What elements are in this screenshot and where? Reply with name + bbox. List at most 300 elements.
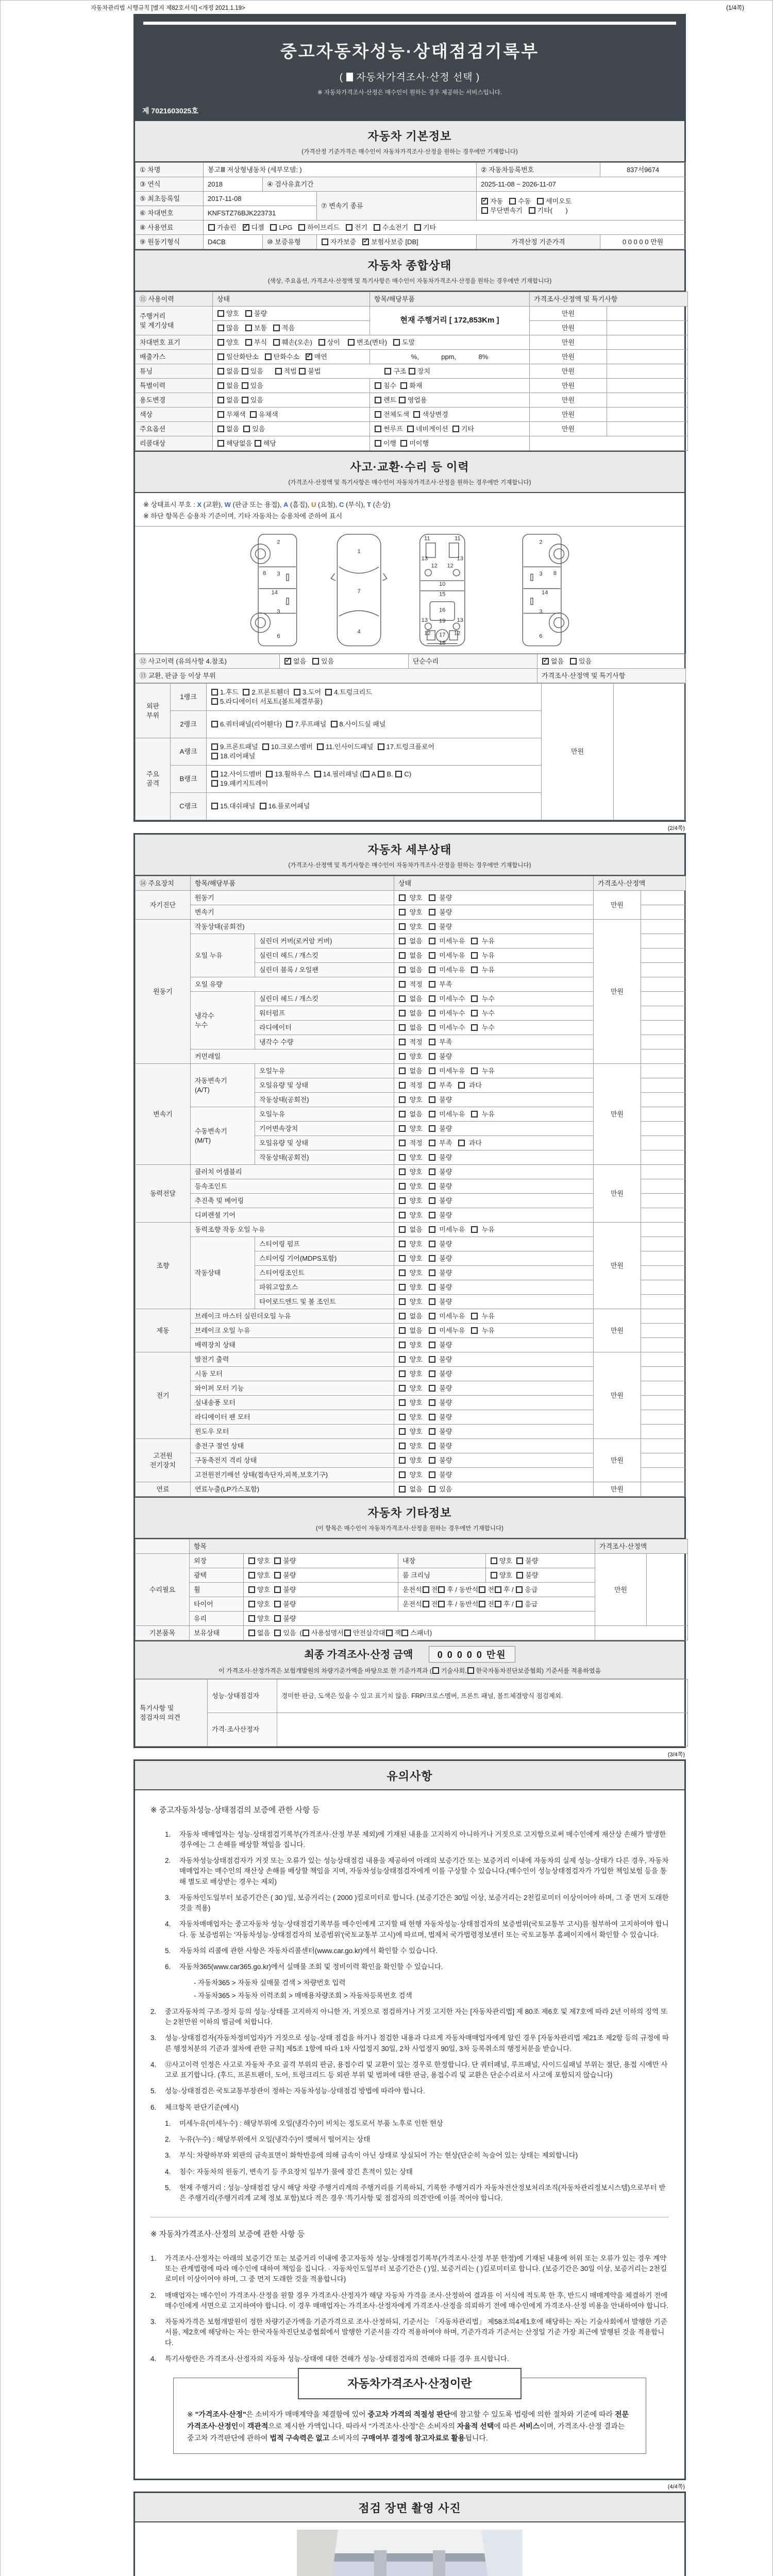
checkbox-icon xyxy=(399,1125,406,1132)
checkbox-icon xyxy=(429,1024,435,1031)
table-cell: 주행거리 및 계기상태 xyxy=(136,307,213,335)
table-cell xyxy=(641,1136,686,1150)
table-cell: 침수 화재 xyxy=(370,379,530,393)
etc-info-table xyxy=(135,1539,684,1640)
table-cell: ⑪ 사용이력 xyxy=(136,292,213,307)
checkbox-icon xyxy=(429,1356,435,1363)
table-cell: KNFSTZ76BJK223731 xyxy=(204,206,317,221)
panel-number-label: 8 xyxy=(262,570,266,577)
table-cell: 양호 불량 xyxy=(394,1150,594,1165)
table-cell: 만원 xyxy=(542,684,614,820)
checkbox-icon xyxy=(399,1414,406,1420)
panel-number-label: 4 xyxy=(357,629,361,635)
table-cell: ⑫ 사고이력 (유의사항 4.참조) xyxy=(136,654,280,669)
panel-number-label: 12 xyxy=(431,563,438,569)
detail-state-table xyxy=(135,876,684,1497)
table-cell: 워터펌프 xyxy=(255,1006,394,1021)
table-cell: 수리필요 xyxy=(136,1554,190,1626)
checkbox-icon xyxy=(429,1010,435,1016)
checkbox-icon xyxy=(407,426,414,432)
checkbox-icon xyxy=(516,1601,523,1607)
table-cell xyxy=(641,1107,686,1122)
checkbox-icon xyxy=(429,1269,435,1276)
checkbox-icon xyxy=(429,1226,435,1233)
table-cell: 원동기 xyxy=(136,920,191,1064)
checkbox-icon xyxy=(471,967,478,973)
checkbox-icon xyxy=(399,1342,406,1348)
table-cell: 와이퍼 모터 기능 xyxy=(191,1381,394,1396)
table-cell: 없음 미세누수 누수 xyxy=(394,1021,594,1035)
checkbox-icon xyxy=(399,894,406,901)
table-cell: 연료누출(LP가스포함) xyxy=(191,1482,394,1497)
table-cell: 자가보증 ✓보험사보증 [DB] xyxy=(317,235,477,249)
final-price-label: 최종 가격조사·산정 금액 xyxy=(304,1649,413,1660)
table-cell xyxy=(607,321,688,335)
table-cell xyxy=(607,408,688,422)
checkbox-icon xyxy=(471,1024,478,1031)
checkbox-icon xyxy=(399,1471,406,1478)
panel-number-label: 10 xyxy=(439,581,446,587)
table-cell: 커먼레일 xyxy=(191,1049,394,1064)
table-cell: 적정 부족 과다 xyxy=(394,1136,594,1150)
table-cell: 연료 xyxy=(136,1482,191,1497)
checkbox-icon xyxy=(274,1572,281,1579)
table-cell: 만원 xyxy=(530,393,607,408)
checkbox-icon xyxy=(516,1586,523,1593)
table-cell: 오일유량 및 상태 xyxy=(255,1078,394,1093)
section-overall-header: 자동차 종합상태 (색상, 주요옵션, 가격조사·산정액 및 특기사항은 매수인이 자동차가격조사·산정을 원하는 경우에만 기재합니다) xyxy=(135,249,684,292)
title-header xyxy=(135,15,684,121)
panel-number-label: 3 xyxy=(539,608,543,615)
table-cell: 양호 불량 xyxy=(394,1295,594,1309)
header-divider xyxy=(143,22,676,25)
table-cell: ✓ 없음 있음 xyxy=(280,654,409,669)
table-cell: 양호 불량 xyxy=(394,1208,594,1223)
table-cell xyxy=(641,1078,686,1093)
checkbox-icon xyxy=(375,440,381,447)
document-title: 중고자동차성능·상태점검기록부 xyxy=(280,42,540,61)
price-definition-title: 자동차가격조사·산정이란 xyxy=(298,2368,522,2399)
table-cell: ⑩ 보증유형 xyxy=(263,235,317,249)
table-cell: 충전구 절연 상태 xyxy=(191,1439,394,1453)
table-cell: 양호 부식 훼손(오손) 상이 변조(변타) 도말 xyxy=(213,335,530,350)
panel-number-label: 2 xyxy=(539,539,543,546)
checkbox-icon xyxy=(344,1630,351,1636)
checkbox-icon xyxy=(318,339,325,346)
table-cell: ⑨ 원동기형식 xyxy=(136,235,204,249)
checkbox-icon xyxy=(208,224,215,231)
checkbox-icon xyxy=(312,658,319,665)
table-cell xyxy=(641,963,686,977)
checkbox-icon xyxy=(378,743,384,750)
table-cell xyxy=(530,436,688,451)
table-cell: 만원 xyxy=(594,1064,641,1165)
table-cell: 1.후드 2.프론트휀더 3.도어 4.트렁크리드 5.라디에이터 서포트(볼트체결부품) xyxy=(207,684,542,711)
table-cell: 봉고Ⅲ 저상형냉동차 (세부모델: ) xyxy=(204,163,477,177)
table-cell xyxy=(277,1713,688,1747)
checkbox-icon xyxy=(429,1154,435,1161)
table-cell: 해당없음 해당 xyxy=(213,436,370,451)
notice-item: 2. 자동차성능상태점검자가 거짓 또는 오류가 있는 성능상태점검 내용을 제공하여 아래의 보증기간 또는 보증거리 이내에 자동차의 실제 성능·상태가 다른 경우, 자동차매매업자는 매수인의 재산상 손해를 배상할 책임을 지며, 자동차성능상태점검자에게 이를 구상할 수 있습니다.(매수인이 성능상태점검자가 가입한 책임보험 등을 통해 별도로 배상받는 경우는 제외) xyxy=(165,1857,669,1886)
checkbox-icon xyxy=(400,382,407,389)
checkbox-icon xyxy=(399,1111,406,1117)
table-cell: 변속기 xyxy=(136,1064,191,1165)
table-cell xyxy=(641,1410,686,1425)
checkbox-icon xyxy=(393,339,400,346)
table-cell: 없음 미세누유 누유 xyxy=(394,948,594,963)
notice-item: 1. 미세누유(미세누수) : 해당부위에 오일(냉각수)이 비치는 정도로서 부품 노후로 인한 현상 xyxy=(165,2119,443,2127)
page-number-4: (4/4쪽) xyxy=(667,2484,685,2490)
table-cell: ⑧ 사용연료 xyxy=(136,221,204,235)
panel-number-label: 11 xyxy=(454,535,461,542)
table-cell: 브레이크 마스터 실린더오일 누유 xyxy=(191,1309,394,1324)
table-cell: 배력장치 상태 xyxy=(191,1338,394,1352)
table-cell: 작동상태(공회전) xyxy=(191,920,394,934)
table-cell: 2018 xyxy=(204,177,263,192)
checkbox-icon xyxy=(399,1399,406,1406)
checkbox-icon xyxy=(429,1342,435,1348)
checkbox-checked-icon xyxy=(284,658,291,665)
notice-item: 2. 누유(누수) : 해당부위에서 오일(냉각수)이 맺혀서 떨어지는 상태 xyxy=(165,2136,371,2143)
table-cell xyxy=(641,1150,686,1165)
section-photo-header: 점검 장면 촬영 사진 xyxy=(135,2493,684,2522)
table-cell: 양호 불량 xyxy=(486,1568,595,1583)
checkbox-checked-icon xyxy=(243,224,249,231)
page-number-2: (2/4쪽) xyxy=(667,825,685,832)
table-cell xyxy=(136,1539,190,1554)
notice-item: - 자동차365 > 자동차 실매물 검색 > 차량번호 입력 xyxy=(194,1979,346,1987)
section-accident-header: 사고·교환·수리 등 이력 (가격조사·산정액 및 특기사항은 매수인이 자동차가격조사·산정을 원하는 경우에만 기재합니다) xyxy=(135,451,684,493)
checkbox-icon xyxy=(266,771,273,777)
table-cell: 등속조인트 xyxy=(191,1179,394,1194)
checkbox-icon xyxy=(262,743,269,750)
table-cell: 현재 주행거리 [ 172,853Km ] xyxy=(370,307,530,335)
table-cell xyxy=(641,1266,686,1280)
checkbox-icon xyxy=(471,1010,478,1016)
checkbox-icon xyxy=(217,426,224,432)
notice-item: 5. 현재 주행거리 : 성능·상태점검 당시 해당 차량 주행거리계의 주행거리를 기록하되, 기록한 주행거리가 자동차전산정보처리조직(자동차관리정보시스템)으로부터 받은 주행거리(주행거리계 교체 정보 포함)보다 적은 경우 '특기사항 및 점검자의 의견'란에 이를 적어야 합니다. xyxy=(165,2183,666,2202)
checkbox-icon xyxy=(248,1601,255,1607)
state-symbol-legend xyxy=(135,493,684,527)
table-cell: 양호 불량 xyxy=(244,1583,398,1597)
table-cell: 없음 있음 ( 사용설명서 안전삼각대 잭 스패너) xyxy=(244,1626,595,1640)
table-cell: 실린더 블록 / 오일팬 xyxy=(255,963,394,977)
filled-checkbox-icon xyxy=(346,73,353,81)
table-cell: 만원 xyxy=(594,1482,641,1497)
table-cell: 양호 불량 xyxy=(394,1453,594,1468)
panel-number-label: 14 xyxy=(271,589,278,596)
notice-item: 5. 자동차의 리콜에 관한 사항은 자동차리콜센터(www.car.go.kr)에서 확인할 수 있습니다. xyxy=(165,1946,438,1955)
table-cell: 양호 불량 xyxy=(394,1251,594,1266)
checkbox-icon xyxy=(248,1615,255,1622)
checkbox-icon xyxy=(471,1313,478,1319)
checkbox-icon xyxy=(399,995,406,1002)
checkbox-icon xyxy=(274,1630,281,1636)
checkbox-icon xyxy=(399,923,406,930)
table-cell: 기어변속장치 xyxy=(255,1122,394,1136)
table-cell: 없음 있음 xyxy=(213,379,370,393)
checkbox-icon xyxy=(217,440,224,447)
table-cell: 실내송풍 모터 xyxy=(191,1396,394,1410)
panel-number-label: 2 xyxy=(277,539,280,546)
table-cell: 운전석 전 후 / 동반석 전 후 / 응급 xyxy=(398,1583,595,1597)
checkbox-icon xyxy=(399,1183,406,1190)
checkbox-icon xyxy=(452,426,459,432)
table-cell: 타이로드엔드 및 볼 조인트 xyxy=(255,1295,394,1309)
checkbox-icon xyxy=(248,1557,255,1564)
notice-item: 4. 자동차매매업자는 중고자동차 성능·상태점검기록부를 매수인에게 고지할 때 현행 자동차성능·상태점검자의 보증범위(국토교통부 고시)를 첨부하여 고지하여야 합니다. 동 보증범위는 '자동차성능·상태점검자의 보증범위'(국토교통부 고시)에 따르며, 법제처 국가법령정보센터 또는 국토교통부 홈페이지에서 확인할 수 있습니다. xyxy=(165,1920,669,1939)
checkbox-icon xyxy=(429,1284,435,1291)
checkbox-icon xyxy=(348,339,355,346)
checkbox-icon xyxy=(399,1053,406,1060)
table-cell xyxy=(607,307,688,321)
checkbox-icon xyxy=(299,368,306,375)
table-cell: 외장 xyxy=(190,1554,244,1568)
notice-body xyxy=(135,1790,684,2479)
checkbox-icon xyxy=(211,753,218,759)
table-cell: 라디에이터 xyxy=(255,1021,394,1035)
checkbox-icon xyxy=(399,1140,406,1146)
symbol-legend-line: ※ 상태표시 부호 : X (교환), W (판금 또는 용접), A (흠집), U (요철), C (부식), T (손상) xyxy=(143,501,391,509)
checkbox-icon xyxy=(529,207,535,214)
notice-item: 3. 자동차인도일부터 보증기간은 ( 30 )일, 보증거리는 ( 2000 )킬로미터로 합니다. (보증기간은 30일 이상, 보증거리는 2천킬로미터 이상이어야 하며, 그 중 먼저 도래한 것을 적용) xyxy=(165,1893,669,1912)
table-cell: 실린더 헤드 / 개스킷 xyxy=(255,948,394,963)
panel-number-label: 8 xyxy=(553,570,557,577)
table-cell: 타이어 xyxy=(190,1597,244,1612)
table-cell: 없음 미세누유 누유 xyxy=(394,1107,594,1122)
final-price-note: 이 가격조사·산정가격은 보험개발원의 차량기준가액을 바탕으로 한 기준가격과 ( 기술사회, 한국자동차진단보증협회) 기준서를 적용하였음 xyxy=(218,1667,601,1674)
checkbox-icon xyxy=(265,353,272,360)
table-cell: 튜닝 xyxy=(136,364,213,379)
table-cell: ⑤ 최초등록일 xyxy=(136,192,204,206)
checkbox-icon xyxy=(429,1327,435,1334)
checkbox-icon xyxy=(401,1630,408,1636)
checkbox-icon xyxy=(211,689,218,696)
table-cell: 조향 xyxy=(136,1223,191,1309)
table-cell: 양호 불량 xyxy=(394,1425,594,1439)
table-cell: 적정 부족 xyxy=(394,1035,594,1049)
table-cell: 자기진단 xyxy=(136,891,191,920)
checkbox-icon xyxy=(481,207,488,214)
checkbox-icon xyxy=(429,1183,435,1190)
checkbox-icon xyxy=(495,1601,501,1607)
table-cell: 오일누유 xyxy=(255,1064,394,1078)
checkbox-icon xyxy=(399,1457,406,1464)
table-cell xyxy=(641,977,686,992)
table-cell xyxy=(607,335,688,350)
table-cell xyxy=(641,905,686,920)
panel-number-label: 3 xyxy=(277,608,280,615)
table-cell: 자동변속기 (A/T) xyxy=(191,1064,255,1107)
table-cell: ③ 연식 xyxy=(136,177,204,192)
checkbox-icon xyxy=(432,1667,439,1674)
checkbox-icon xyxy=(242,397,248,403)
checkbox-checked-icon xyxy=(481,198,488,205)
notice-subheading-2: ※ 자동차가격조사·산정의 보증에 관한 사항 등 xyxy=(150,2217,669,2248)
table-cell: 경미한 판금, 도색은 있을 수 있고 표기치 않음. FRP/크로스멤버, 프론트 패널, 볼트체결방식 점검제외. xyxy=(277,1680,688,1713)
inspection-photo-area xyxy=(135,2522,684,2576)
checkbox-icon xyxy=(374,224,380,231)
table-cell: 양호 불량 xyxy=(244,1568,398,1583)
table-cell: 파워고압호스 xyxy=(255,1280,394,1295)
checkbox-icon xyxy=(399,1039,406,1045)
panel-number-label: 19 xyxy=(439,618,446,624)
table-cell: ④ 검사유효기간 xyxy=(263,177,477,192)
table-cell: 특별이력 xyxy=(136,379,213,393)
table-cell: 구동축전지 격리 상태 xyxy=(191,1453,394,1468)
checkbox-icon xyxy=(423,1586,429,1593)
checkbox-icon xyxy=(363,771,369,777)
checkbox-icon xyxy=(429,1457,435,1464)
table-cell: 2025-11-08 ~ 2026-11-07 xyxy=(477,177,686,192)
table-cell: 스티어링 기어(MDPS포함) xyxy=(255,1251,394,1266)
table-cell: 양호 불량 xyxy=(394,1093,594,1107)
section-detail-header: 자동차 세부상태 (가격조사·산정액 및 특기사항은 매수인이 자동차가격조사·산정을 원하는 경우에만 기재합니다) xyxy=(135,835,684,876)
checkbox-icon xyxy=(429,1298,435,1305)
table-cell: 용도변경 xyxy=(136,393,213,408)
table-cell: 양호 불량 xyxy=(394,905,594,920)
table-cell: 이행 미이행 xyxy=(370,436,530,451)
checkbox-icon xyxy=(413,411,420,418)
table-cell xyxy=(641,1425,686,1439)
checkbox-icon xyxy=(399,1024,406,1031)
checkbox-icon xyxy=(429,981,435,988)
table-cell: ⑥ 차대번호 xyxy=(136,206,204,221)
table-cell: 휠 xyxy=(190,1583,244,1597)
table-cell: 많음 보통 적음 xyxy=(213,321,370,335)
checkbox-icon xyxy=(429,1140,435,1146)
table-cell: 없음 미세누유 누유 xyxy=(394,1324,594,1338)
checkbox-icon xyxy=(429,1443,435,1449)
table-cell: 만원 xyxy=(530,335,607,350)
table-cell xyxy=(641,920,686,934)
table-cell xyxy=(641,1093,686,1107)
table-cell: 스티어링조인트 xyxy=(255,1266,394,1280)
notice-list-2 xyxy=(150,2253,669,2364)
checkbox-icon xyxy=(211,743,218,750)
table-cell: 브레이크 오일 누유 xyxy=(191,1324,394,1338)
table-cell: 색상 xyxy=(136,408,213,422)
table-cell: ✓ 없음 있음 xyxy=(537,654,686,669)
table-cell xyxy=(607,379,688,393)
table-cell xyxy=(614,684,686,820)
notice-item: 4. 특기사항란은 가격조사·산정자의 자동차 성능·상태에 대한 견해가 성능·상태점검자의 견해와 다를 경우 표시합니다. xyxy=(150,2354,509,2363)
table-cell: 양호 불량 xyxy=(394,891,594,905)
table-cell xyxy=(607,350,688,364)
table-cell xyxy=(641,1064,686,1078)
checkbox-icon xyxy=(399,1385,406,1392)
checkbox-icon xyxy=(399,1428,406,1435)
table-cell xyxy=(647,1554,688,1626)
checkbox-icon xyxy=(399,1154,406,1161)
table-cell: 라디에이터 팬 모터 xyxy=(191,1410,394,1425)
checkbox-icon xyxy=(399,1010,406,1016)
table-cell xyxy=(641,1122,686,1136)
section-notice-header: 유의사항 xyxy=(135,1761,684,1790)
notice-list-1 xyxy=(150,1829,669,2204)
checkbox-icon xyxy=(211,721,218,727)
table-cell xyxy=(641,1453,686,1468)
table-cell: 스티어링 펌프 xyxy=(255,1237,394,1251)
table-cell: 만원 xyxy=(530,350,607,364)
checkbox-checked-icon xyxy=(542,658,549,665)
notice-item: 3. 성능·상태점검자(자동차정비업자)가 거짓으로 성능·상태 점검을 하거나 점검한 내용과 다르게 자동차매매업자에게 알린 경우 [자동차관리법 제21조 제2항 등의 규정에 따른 행정처분의 기준과 절차에 관한 규칙] 제5조 1항에 따라 1차 사업정지 30일, 2차 사업정지 90일, 3차 등록취소의 행정처분을 받습니다. xyxy=(150,2034,669,2053)
checkbox-icon xyxy=(429,1414,435,1420)
checkbox-icon xyxy=(211,803,218,809)
page-number-3: (3/4쪽) xyxy=(667,1752,685,1758)
table-cell: 디퍼렌셜 기어 xyxy=(191,1208,394,1223)
table-cell: 오일누유 xyxy=(255,1107,394,1122)
table-cell: 만원 xyxy=(530,307,607,321)
table-cell xyxy=(641,1194,686,1208)
table-cell: 만원 xyxy=(594,1223,641,1309)
table-cell xyxy=(641,891,686,905)
table-cell: 양호 불량 xyxy=(394,920,594,934)
checkbox-icon xyxy=(399,1284,406,1291)
checkbox-icon xyxy=(248,1572,255,1579)
table-cell xyxy=(641,1208,686,1223)
vehicle-diagram xyxy=(135,527,684,654)
checkbox-icon xyxy=(211,780,218,787)
checkbox-icon xyxy=(429,1255,435,1262)
checkbox-icon xyxy=(471,1111,478,1117)
price-definition-text: ※ "가격조사·산정"은 소비자가 매매계약을 체결함에 있어 중고차 가격의 적절성 판단에 참고할 수 있도록 법령에 의한 절차와 기준에 따라 전문 가격조사·산정인이 객관적으로 제시한 가액입니다. 따라서 "가격조사·산정"은 소비자의 자율적 선택에 따른 서비스이며, 가격조사·산정 결과는 중고차 가격판단에 관하여 법적 구속력은 없고 소비자의 구매여부 결정에 참고자료로 활용됩니다. xyxy=(187,2410,629,2443)
checkbox-icon xyxy=(294,689,300,696)
checkbox-icon xyxy=(274,1586,281,1593)
table-cell: 항목 xyxy=(190,1539,595,1554)
panel-number-label: 14 xyxy=(541,589,548,596)
checkbox-icon xyxy=(399,909,406,916)
checkbox-icon xyxy=(429,1082,435,1089)
table-cell: 상태 xyxy=(394,876,594,891)
table-cell xyxy=(641,1396,686,1410)
inspection-photo-column xyxy=(297,2530,523,2576)
checkbox-icon xyxy=(429,938,435,944)
table-cell: 12.사이드멤버 13.휠하우스 14.필러패널 ( A B. C) 19.패키지트레이 xyxy=(207,766,542,793)
table-cell: 2랭크 xyxy=(171,711,207,738)
table-cell: 변속기 xyxy=(191,905,394,920)
table-cell xyxy=(607,393,688,408)
checkbox-icon xyxy=(211,771,218,777)
panel-number-label: 12 xyxy=(424,630,431,637)
checkbox-icon xyxy=(399,1486,406,1493)
table-cell: 기본품목 xyxy=(136,1626,190,1640)
table-cell xyxy=(641,1439,686,1453)
page-1 xyxy=(133,14,686,822)
table-cell: 클러치 어셈블리 xyxy=(191,1165,394,1179)
table-cell: 양호 불량 xyxy=(394,1352,594,1367)
checkbox-icon xyxy=(471,1226,478,1233)
checkbox-icon xyxy=(399,1197,406,1204)
table-cell: 양호 불량 xyxy=(394,1194,594,1208)
table-cell xyxy=(641,1251,686,1266)
checkbox-icon xyxy=(399,1443,406,1449)
notice-item: 4. ⑫사고이력 인정은 사고로 자동차 주요 골격 부위의 판금, 용접수리 및 교환이 있는 경우로 한정합니다. 단 쿼터패널, 루프패널, 사이드실패널 부위는 절단, 용접 시에만 사고로 표기합니다. (후드, 프론트펜더, 도어, 트렁크리드 등 외판 부위 및 범퍼에 대한 판금, 용접수리 및 교환은 단순수리로서 사고에 포함되지 않습니다) xyxy=(150,2060,668,2079)
table-cell: 없음 미세누유 누유 xyxy=(394,963,594,977)
checkbox-icon xyxy=(399,1327,406,1334)
checkbox-icon xyxy=(274,1601,281,1607)
checkbox-icon xyxy=(243,426,250,432)
table-cell: 양호 불량 xyxy=(394,1439,594,1453)
table-cell: 항목/해당부품 xyxy=(370,292,530,307)
page-4 xyxy=(133,2492,686,2576)
table-cell: 9.프론트패널 10.크로스멤버 11.인사이드패널 17.트렁크플로어 18.리어패널 xyxy=(207,738,542,766)
checkbox-icon xyxy=(423,1601,429,1607)
table-cell: 만원 xyxy=(594,1439,641,1482)
table-cell: 작동상태(공회전) xyxy=(255,1093,394,1107)
table-cell: 양호 불량 xyxy=(394,1237,594,1251)
table-cell: D4CB xyxy=(204,235,263,249)
